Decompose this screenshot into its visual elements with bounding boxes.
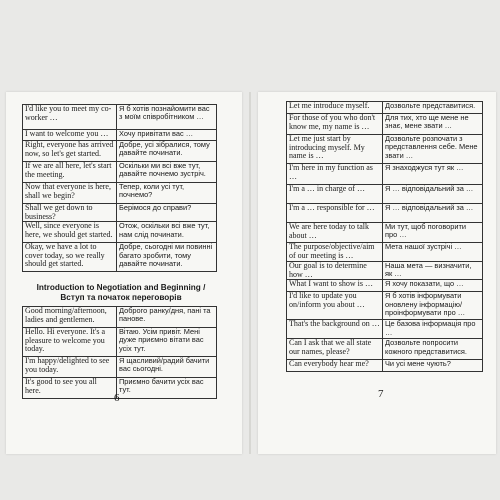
phrase-table-right [286,101,483,372]
english-phrase: Can I ask that we all state our names, please? [287,339,383,360]
phrase-table-left-top [22,104,217,272]
ukrainian-translation: Я щасливий/радий бачити вас сьогодні. [117,357,217,378]
english-phrase: It's good to see you all here. [23,378,117,399]
ukrainian-translation: Доброго ранку/дня, пані та панове. [117,307,217,328]
phrase-row [23,162,217,183]
english-phrase: Hello. Hi everyone. It's a pleasure to welcome you today. [23,328,117,357]
english-phrase: For those of you who don't know me, my name is … [287,114,383,135]
heading-ukrainian: Вступ та початок переговорів [60,293,182,302]
english-phrase: Okay, we have a lot to cover today, so we really should get started. [23,243,117,272]
ukrainian-translation: Приємно бачити усіх вас тут. [117,378,217,399]
english-phrase: I want to welcome you … [23,130,117,141]
english-phrase: I'm a … responsible for … [287,204,383,223]
section-heading [16,283,226,303]
phrase-row [287,280,483,292]
phrase-row [23,130,217,141]
phrase-row [287,185,483,204]
page-number-left: 6 [114,392,120,404]
phrase-row [287,320,483,339]
english-phrase: Shall we get down to business? [23,204,117,222]
ukrainian-translation: Я хочу показати, що … [383,280,483,292]
ukrainian-translation: Я … відповідальний за … [383,185,483,204]
phrase-row [23,357,217,378]
english-phrase: Now that everyone is here, shall we begin? [23,183,117,204]
english-phrase: That's the background on … [287,320,383,339]
phrase-row [287,360,483,372]
english-phrase: Good morning/afternoon, ladies and gentlemen. [23,307,117,328]
heading-english: Introduction to Negotiation and Beginning / [36,283,206,292]
phrase-row [23,105,217,130]
ukrainian-translation: Чи усі мене чують? [383,360,483,372]
ukrainian-translation: Добре, усі зібралися, тому давайте починати. [117,141,217,162]
phrase-row [287,292,483,320]
ukrainian-translation: Мета нашої зустрічі … [383,243,483,262]
phrase-row [23,204,217,222]
english-phrase: Let me just start by introducing myself. My name is … [287,135,383,164]
phrase-row [23,183,217,204]
ukrainian-translation: Отож, оскільки всі вже тут, нам слід починати. [117,222,217,243]
ukrainian-translation: Це базова інформація про … [383,320,483,339]
english-phrase: Well, since everyone is here, we should get started. [23,222,117,243]
phrase-row [287,114,483,135]
english-phrase: We are here today to talk about … [287,223,383,243]
english-phrase: If we are all here, let's start the meeting. [23,162,117,183]
ukrainian-translation: Дозвольте попросити кожного представитися. [383,339,483,360]
ukrainian-translation: Я б хотів інформувати оновлену інформацію/проінформувати про … [383,292,483,320]
english-phrase: The purpose/objective/aim of our meeting is … [287,243,383,262]
phrase-row [23,307,217,328]
phrase-row [23,328,217,357]
book-spine [249,92,251,454]
phrase-row [287,339,483,360]
page-number-right: 7 [378,388,384,400]
ukrainian-translation: Добре, сьогодні ми повинні багато зробити, тому давайте починати. [117,243,217,272]
ukrainian-translation: Я … відповідальний за … [383,204,483,223]
phrase-row [287,135,483,164]
english-phrase: I'm here in my function as … [287,164,383,185]
ukrainian-translation: Хочу привітати вас … [117,130,217,141]
phrase-row [23,243,217,272]
english-phrase: I'd like you to meet my co-worker … [23,105,117,130]
ukrainian-translation: Я б хотів познайомити вас з моїм співробітником … [117,105,217,130]
phrase-row [287,204,483,223]
ukrainian-translation: Вітаю. Усім привіт. Мені дуже приємно вітати вас усіх тут. [117,328,217,357]
ukrainian-translation: Дозвольте розпочати з представлення себе. Мене звати … [383,135,483,164]
english-phrase: Can everybody hear me? [287,360,383,372]
ukrainian-translation: Я знаходжуся тут як … [383,164,483,185]
english-phrase: Right, everyone has arrived now, so let's get started. [23,141,117,162]
ukrainian-translation: Оскільки ми всі вже тут, давайте почнемо зустріч. [117,162,217,183]
english-phrase: What I want to show is … [287,280,383,292]
phrase-row [287,223,483,243]
english-phrase: Our goal is to determine how … [287,262,383,280]
ukrainian-translation: Берімося до справи? [117,204,217,222]
english-phrase: I'd like to update you on/inform you about … [287,292,383,320]
ukrainian-translation: Наша мета — визначити, як … [383,262,483,280]
ukrainian-translation: Тепер, коли усі тут, почнемо? [117,183,217,204]
english-phrase: I'm a … in charge of … [287,185,383,204]
phrase-row [287,243,483,262]
phrase-row [23,141,217,162]
ukrainian-translation: Для тих, хто ще мене не знає, мене звати … [383,114,483,135]
phrase-table-left-bottom [22,306,217,399]
english-phrase: I'm happy/delighted to see you today. [23,357,117,378]
phrase-row [23,222,217,243]
ukrainian-translation: Ми тут, щоб поговорити про … [383,223,483,243]
ukrainian-translation: Дозвольте представитися. [383,102,483,114]
phrase-row [287,262,483,280]
english-phrase: Let me introduce myself. [287,102,383,114]
phrase-row [287,164,483,185]
phrase-row [287,102,483,114]
